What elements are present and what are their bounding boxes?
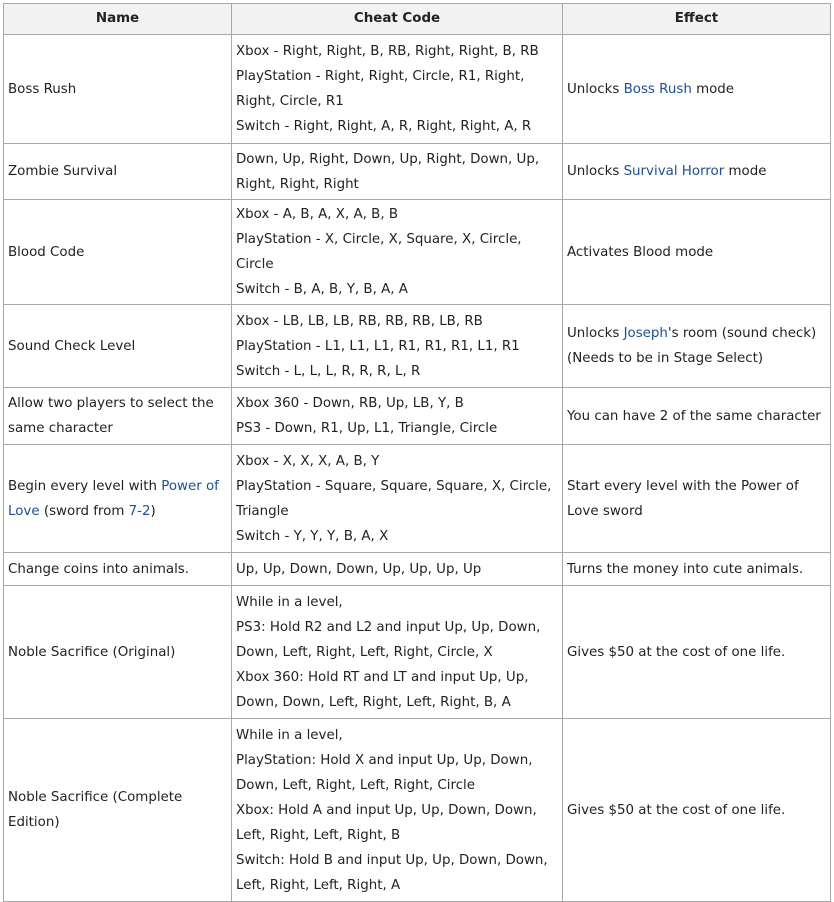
code-line: Left, Right, Left, Right, B	[236, 827, 401, 843]
table-row	[4, 388, 831, 445]
table-row	[4, 553, 831, 586]
effect-text: 's room (sound check)	[667, 326, 817, 341]
code-line: Switch: Hold B and input Up, Up, Down, Down,	[236, 852, 548, 868]
table-row	[4, 719, 831, 902]
code-line: Switch - L, L, L, R, R, R, L, R	[236, 363, 421, 379]
name-line	[8, 499, 227, 524]
cheat-effect: Turns the money into cute animals.	[563, 553, 831, 586]
table-row	[4, 445, 831, 553]
survival-horror-link[interactable]: Survival Horror	[623, 164, 725, 179]
table-row	[4, 586, 831, 719]
effect-line	[567, 321, 826, 346]
code-line: While in a level,	[236, 594, 343, 610]
code-line: PS3: Hold R2 and L2 and input Up, Up, Down,	[236, 619, 541, 635]
cheat-code	[232, 35, 563, 144]
cheat-name	[4, 719, 232, 902]
effect-text: Unlocks	[567, 164, 624, 179]
code-line: Down, Up, Right, Down, Up, Right, Down, Up,	[236, 151, 540, 167]
cheat-name: Boss Rush	[4, 35, 232, 144]
cheat-codes-table	[3, 3, 831, 902]
cheat-name: Noble Sacrifice (Original)	[4, 586, 232, 719]
name-line: Noble Sacrifice (Complete	[8, 790, 183, 805]
cheat-code	[232, 586, 563, 719]
code-line: PlayStation: Hold X and input Up, Up, Down,	[236, 752, 533, 768]
code-line: Switch - Right, Right, A, R, Right, Right, A, R	[236, 119, 532, 134]
cheat-effect: Gives $50 at the cost of one life.	[563, 586, 831, 719]
name-text: (sword from	[39, 503, 129, 519]
code-line: Left, Right, Left, Right, A	[236, 877, 401, 893]
name-text: )	[150, 503, 156, 519]
cheat-name	[4, 388, 232, 445]
code-line: Right, Circle, R1	[236, 94, 344, 109]
code-line: Switch - Y, Y, Y, B, A, X	[236, 528, 389, 544]
header-effect: Effect	[563, 4, 831, 35]
code-line: Xbox - A, B, A, X, A, B, B	[236, 207, 399, 222]
code-line: Switch - B, A, B, Y, B, A, A	[236, 282, 408, 297]
cheat-effect: Activates Blood mode	[563, 200, 831, 305]
code-line: PS3 - Down, R1, Up, L1, Triangle, Circle	[236, 421, 498, 436]
effect-text: Unlocks	[567, 326, 624, 341]
cheat-effect	[563, 305, 831, 388]
table-row	[4, 305, 831, 388]
table-row	[4, 144, 831, 200]
code-line: Down, Down, Left, Right, Left, Right, B, A	[236, 694, 511, 710]
cheat-code	[232, 553, 563, 586]
code-line: Up, Up, Down, Down, Up, Up, Up, Up	[236, 561, 482, 577]
cheat-code	[232, 200, 563, 305]
cheat-code	[232, 719, 563, 902]
name-line: Allow two players to select the	[8, 396, 214, 411]
code-line: Xbox - LB, LB, LB, RB, RB, RB, LB, RB	[236, 313, 483, 329]
cheat-effect: Gives $50 at the cost of one life.	[563, 719, 831, 902]
name-line: same character	[8, 421, 113, 436]
effect-text: Unlocks	[567, 81, 624, 97]
code-line: Xbox 360: Hold RT and LT and input Up, Up,	[236, 669, 529, 685]
code-line: While in a level,	[236, 727, 343, 743]
cheat-effect	[563, 35, 831, 144]
cheat-code	[232, 305, 563, 388]
table-row	[4, 200, 831, 305]
header-name: Name	[4, 4, 232, 35]
effect-line: Start every level with the Power of	[567, 478, 799, 494]
cheat-effect	[563, 445, 831, 553]
code-line: Xbox 360 - Down, RB, Up, LB, Y, B	[236, 396, 464, 411]
name-text: Begin every level with	[8, 478, 162, 494]
cheat-name: Blood Code	[4, 200, 232, 305]
effect-line: Love sword	[567, 503, 643, 519]
level-7-2-link[interactable]: 7-2	[128, 503, 151, 519]
cheat-code	[232, 445, 563, 553]
cheat-effect	[563, 144, 831, 200]
code-line: Xbox - X, X, X, A, B, Y	[236, 453, 380, 469]
code-line: Xbox - Right, Right, B, RB, Right, Right, B, RB	[236, 44, 539, 59]
table-row	[4, 35, 831, 144]
cheat-name: Sound Check Level	[4, 305, 232, 388]
code-line: PlayStation - X, Circle, X, Square, X, Circle, Circle	[236, 232, 522, 272]
cheat-name	[4, 445, 232, 553]
cheat-code	[232, 144, 563, 200]
effect-line: (Needs to be in Stage Select)	[567, 351, 764, 366]
boss-rush-link[interactable]: Boss Rush	[623, 81, 692, 97]
effect-text: mode	[724, 164, 767, 179]
code-line: PlayStation - Square, Square, Square, X, Circle,	[236, 478, 552, 494]
code-line: Down, Left, Right, Left, Right, Circle, X	[236, 644, 493, 660]
power-of-love-link[interactable]: Power of	[161, 478, 219, 494]
name-line	[8, 474, 227, 499]
code-line: Triangle	[236, 503, 289, 519]
joseph-link[interactable]: Joseph	[623, 326, 668, 341]
cheat-name: Zombie Survival	[4, 144, 232, 200]
cheat-code	[232, 388, 563, 445]
name-line: Edition)	[8, 815, 60, 830]
header-cheat-code: Cheat Code	[232, 4, 563, 35]
code-line: Down, Left, Right, Left, Right, Circle	[236, 777, 476, 793]
cheat-name: Change coins into animals.	[4, 553, 232, 586]
code-line: Xbox: Hold A and input Up, Up, Down, Down,	[236, 802, 537, 818]
effect-text: mode	[691, 81, 735, 97]
code-line: PlayStation - L1, L1, L1, R1, R1, R1, L1, R1	[236, 338, 520, 354]
code-line: PlayStation - Right, Right, Circle, R1, Right,	[236, 69, 525, 84]
power-of-love-link[interactable]: Love	[8, 503, 40, 519]
cheat-effect: You can have 2 of the same character	[563, 388, 831, 445]
table-header-row	[4, 4, 831, 35]
code-line: Right, Right, Right	[236, 176, 359, 192]
